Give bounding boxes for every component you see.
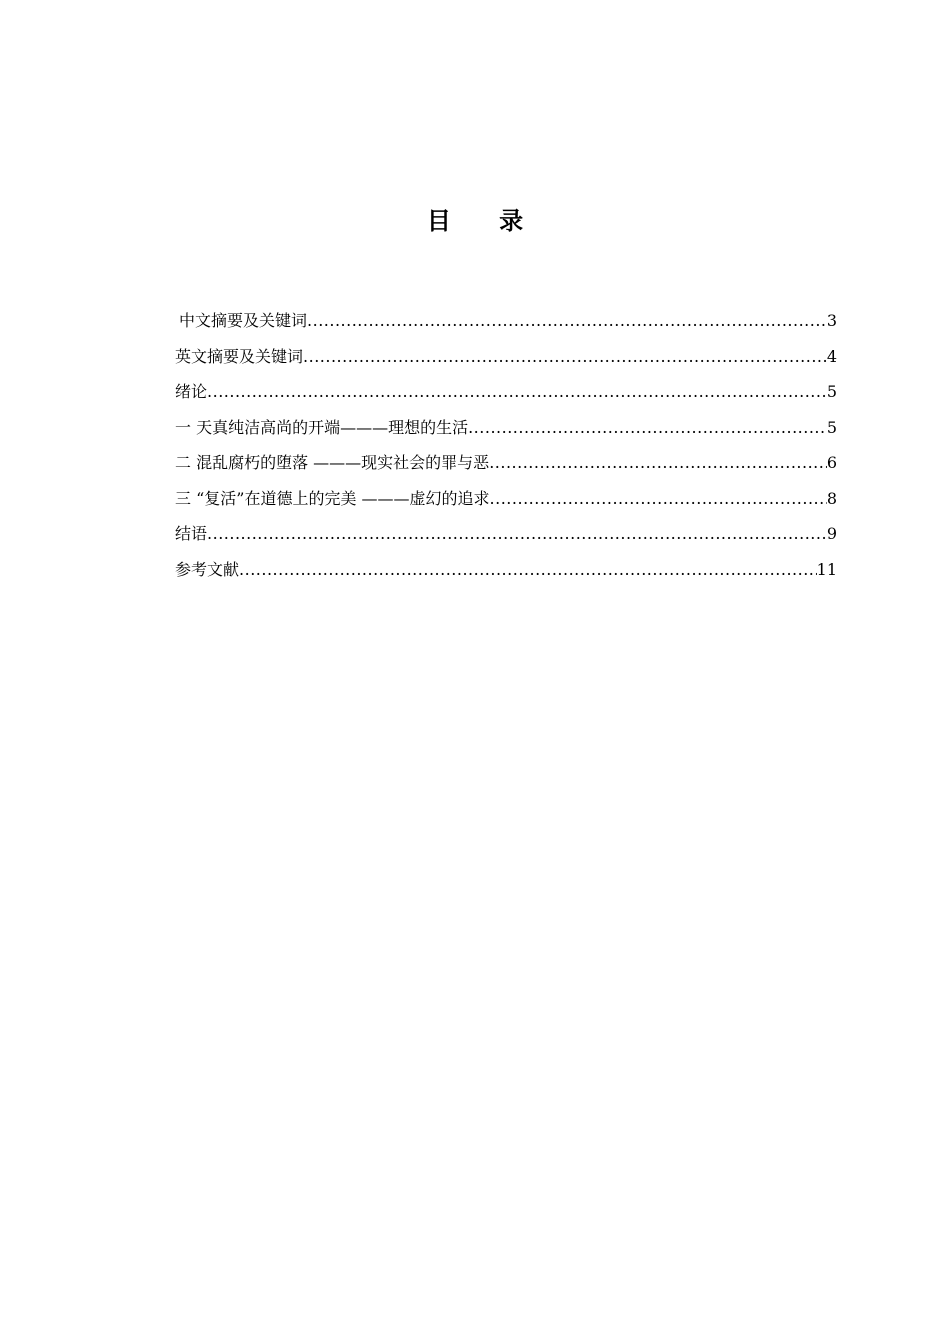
toc-entry-page: 9	[826, 524, 837, 543]
toc-entry-page: 5	[826, 417, 837, 437]
toc-entry-page: 11	[816, 559, 837, 579]
toc-entry-label: 参考文献	[175, 559, 240, 579]
toc-entry[interactable]	[175, 379, 837, 415]
toc-title: 目 录	[426, 207, 544, 235]
toc-entry[interactable]	[175, 308, 837, 344]
toc-dot-leader	[239, 557, 817, 583]
toc-entry-page: 5	[826, 382, 837, 401]
toc-entry-label: 二 混乱腐朽的堕落 ———现实社会的罪与恶	[175, 453, 490, 472]
toc-entry-page: 8	[826, 488, 837, 508]
toc-dot-leader	[207, 521, 827, 547]
toc-entry-label: 结语	[175, 524, 208, 543]
toc-dot-leader	[489, 450, 827, 476]
toc-entry[interactable]	[175, 450, 837, 486]
toc-entry[interactable]	[175, 557, 837, 593]
toc-entry[interactable]	[175, 521, 837, 557]
toc-entry-label: 英文摘要及关键词	[175, 346, 304, 366]
toc-entry-page: 4	[826, 346, 837, 366]
toc-dot-leader	[468, 415, 827, 441]
toc-entry-label: 三 “复活”在道德上的完美 ———虚幻的追求	[175, 488, 490, 508]
toc-entry-page: 3	[826, 311, 837, 330]
toc-dot-leader	[303, 344, 827, 370]
toc-entry-label: 一 天真纯洁高尚的开端———理想的生活	[175, 417, 469, 437]
toc-entry-label: 中文摘要及关键词	[179, 311, 308, 330]
toc-entry[interactable]	[175, 486, 837, 522]
toc-entry-page: 6	[826, 453, 837, 472]
toc-entry[interactable]	[175, 344, 837, 380]
toc-dot-leader	[207, 379, 827, 405]
table-of-contents	[175, 308, 837, 592]
toc-entry-label: 绪论	[175, 382, 208, 401]
toc-dot-leader	[490, 486, 827, 512]
toc-dot-leader	[307, 308, 827, 334]
toc-entry[interactable]	[175, 415, 837, 451]
